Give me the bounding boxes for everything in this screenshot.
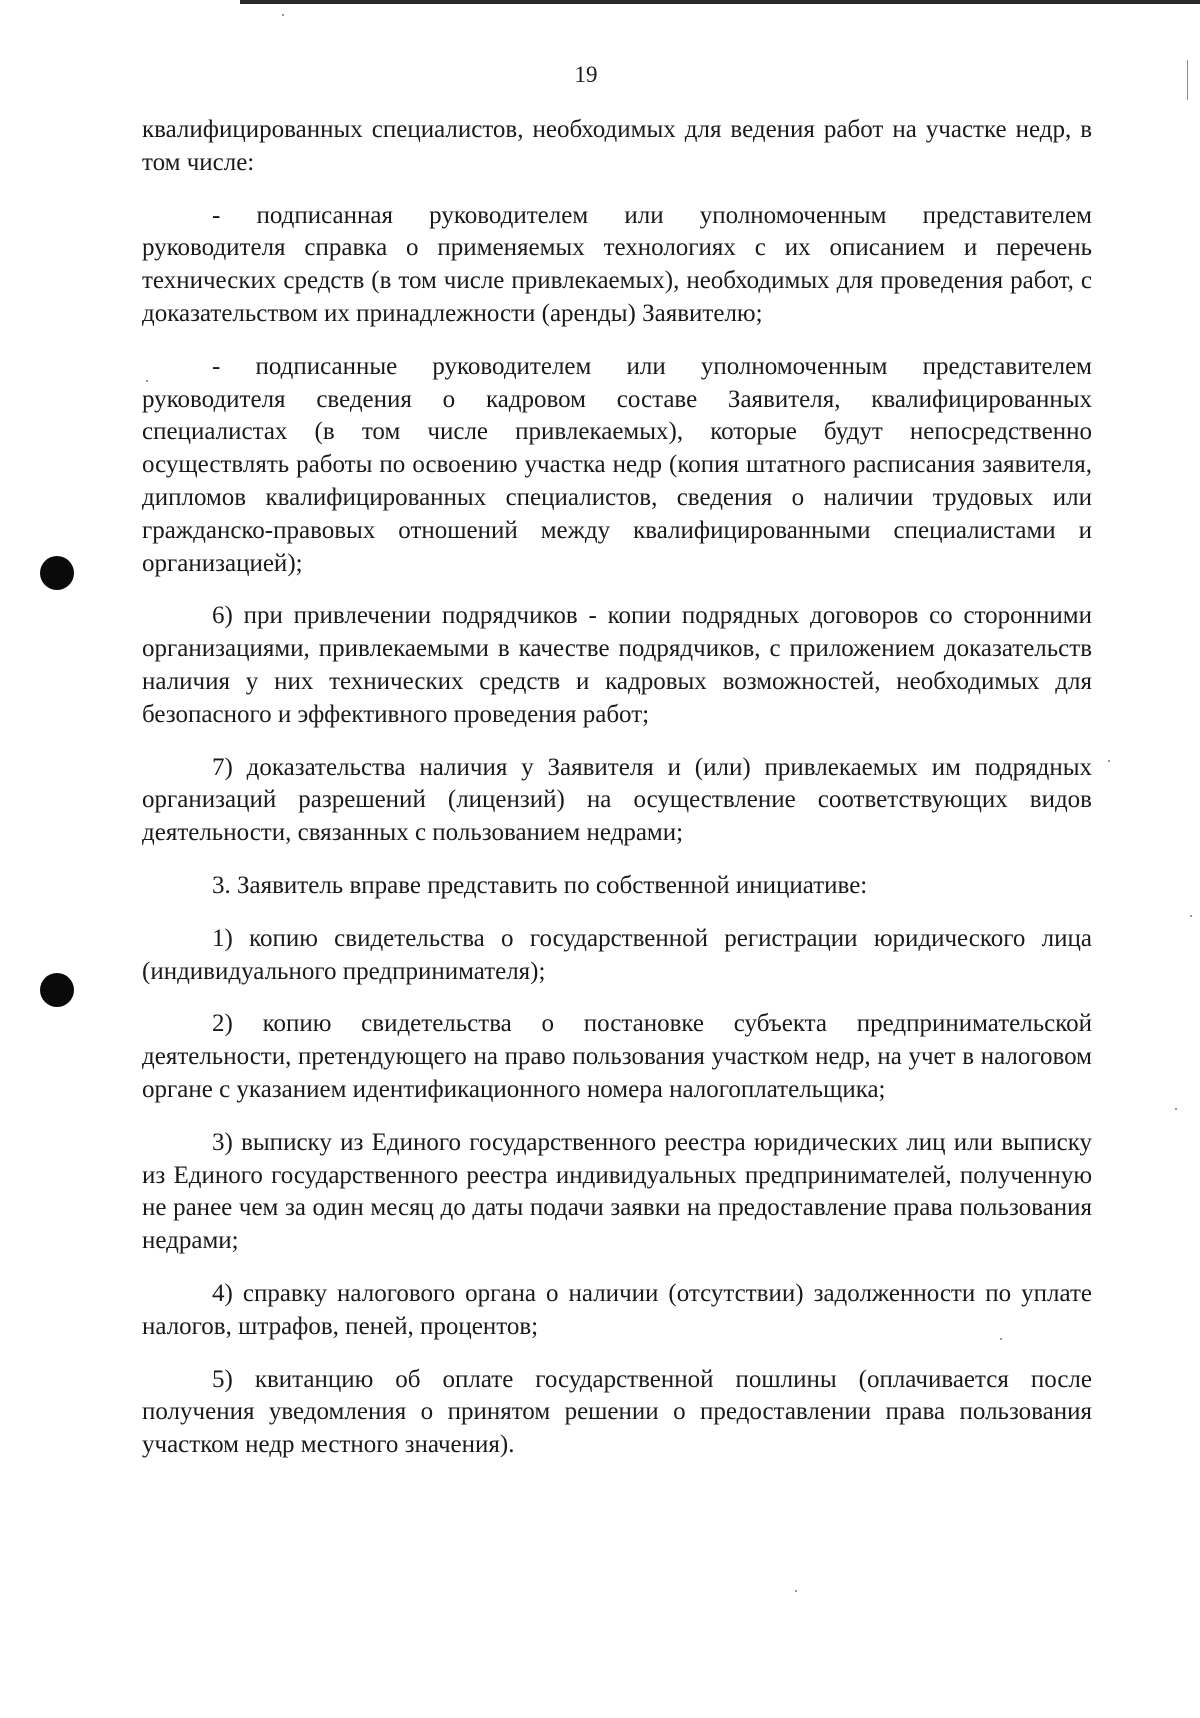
punch-hole-lower (40, 973, 74, 1007)
scan-speck (1190, 915, 1192, 917)
paragraph-continuation: квалифицированных специалистов, необходимых для ведения работ на участке недр, в том числе: (142, 116, 1092, 176)
paragraph-technology-reference: - подписанная руководителем или уполномоченным представителем руководителя справка о применяемых технологиях с их описанием и перечень технических средств (в том числе привлекаемых), необходимых для проведения работ, с доказательством их принадлежности (аренды) Заявителю; (142, 201, 1092, 327)
punch-hole-upper (40, 556, 74, 590)
paragraph-section-3-heading: 3. Заявитель вправе представить по собственной инициативе: (212, 871, 868, 899)
paragraph-item-3-registry-extract: 3) выписку из Единого государственного реестра юридических лиц или выписку из Единого государственного реестра индивидуальных предпринимателей, полученную не ранее чем за один месяц до даты подачи заявки на предоставление права пользования недрами; (142, 1128, 1092, 1255)
paragraph-item-4-tax-certificate: 4) справку налогового органа о наличии (отсутствии) задолженности по уплате налогов, штрафов, пеней, процентов; (142, 1279, 1092, 1340)
paragraph-item-1-registration: 1) копию свидетельства о государственной регистрации юридического лица (индивидуального предпринимателя); (142, 924, 1092, 985)
scan-speck (1175, 1108, 1177, 1110)
scan-speck (282, 14, 284, 16)
paragraph-item-7-licenses: 7) доказательства наличия у Заявителя и (или) привлекаемых им подрядных организаций разрешений (лицензий) на осуществление соответствующих видов деятельности, связанных с пользованием недрами; (142, 753, 1092, 847)
page-number: 19 (574, 62, 598, 87)
scan-edge-right (1187, 60, 1188, 100)
paragraph-item-6-contractors: 6) при привлечении подрядчиков - копии подрядных договоров со сторонними организациями, привлекаемыми в качестве подрядчиков, с приложением доказательств наличия у них технических средств и кадровых возможностей, необходимых для безопасного и эффективного проведения работ; (142, 602, 1092, 728)
scan-speck (795, 1590, 797, 1592)
paragraph-item-2-tax-registration: 2) копию свидетельства о постановке субъекта предпринимательской деятельности, претендующего на право пользования участком недр, на учет в налоговом органе с указанием идентификационного номера налогоплательщика; (142, 1010, 1092, 1103)
scan-edge-top (240, 0, 1200, 4)
document-body (142, 114, 1092, 1482)
paragraph-item-5-fee-receipt: 5) квитанцию об оплате государственной пошлины (оплачивается после получения уведомления о принятом решении о предоставлении права пользования участком недр местного значения). (142, 1365, 1092, 1459)
paragraph-staffing-info: - подписанные руководителем или уполномоченным представителем руководителя сведения о кадровом составе Заявителя, квалифицированных специалистах (в том числе привлекаемых), которые будут непосредственно осуществлять работы по освоению участка недр (копия штатного расписания заявителя, дипломов квалифицированных специалистов, сведения о наличии трудовых или гражданско-правовых отношений между квалифицированными специалистами и организацией); (142, 352, 1092, 577)
scan-speck (1108, 760, 1110, 762)
